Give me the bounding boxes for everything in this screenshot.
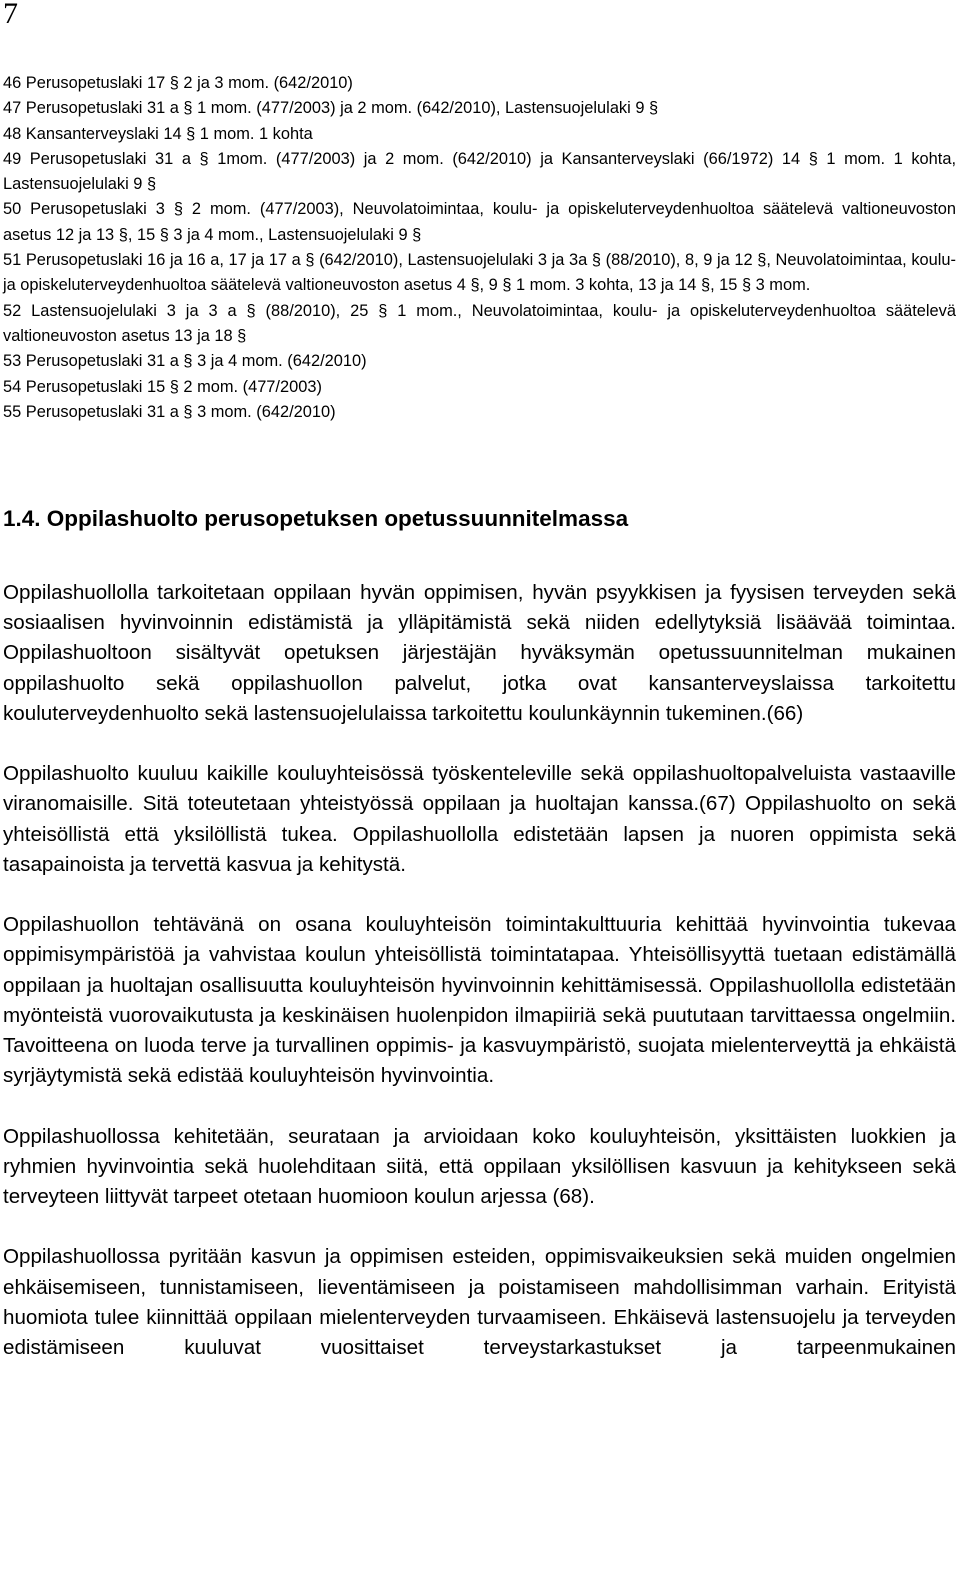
paragraph-definition: Oppilashuollolla tarkoitetaan oppilaan hyvän oppimisen, hyvän psyykkisen ja fyysisen terveyden sekä sosiaalisen hyvinvoinnin edistämistä ja ylläpitämistä sekä niiden edellytyksiä lisäävää toimintaa. Oppilashuoltoon sisältyvät opetuksen järjestäjän hyväksymän opetussuunnitelman mukainen oppilashuolto sekä oppilashuollon palvelut, jotka ovat kansanterveyslaissa tarkoitettu kouluterveydenhuolto sekä lastensuojelulaissa tarkoitettu koulunkäynnin tukeminen.(66) xyxy=(3,581,956,725)
footnote-52: 52 Lastensuojelulaki 3 ja 3 a § (88/2010), 25 § 1 mom., Neuvolatoimintaa, koulu- ja opiskeluterveydenhuoltoa säätelevä valtioneuvoston asetus 13 ja 18 § xyxy=(3,301,956,345)
paragraph-task: Oppilashuollon tehtävänä on osana kouluyhteisön toimintakulttuuria kehittää hyvinvointia tukevaa oppimisympäristöä ja vahvistaa koulun yhteisöllistä toimintatapaa. Yhteisöllisyyttä tuetaan edistämällä oppilaan ja huoltajan osallisuutta kouluyhteisön hyvinvoinnin kehittämisessä. Oppilashuollolla edistetään myönteistä vuorovaikutusta ja keskinäisen huolenpidon ilmapiiriä sekä puututaan tarvittaessa ongelmiin. Tavoitteena on luoda terve ja turvallinen oppimis- ja kasvuympäristö, suojata mielenterveyttä ja ehkäistä syrjäytymistä sekä edistää kouluyhteisön hyvinvointia. xyxy=(3,913,956,1088)
paragraph-responsibility: Oppilashuolto kuuluu kaikille kouluyhteisössä työskenteleville sekä oppilashuoltopalveluista vastaaville viranomaisille. Sitä toteutetaan yhteistyössä oppilaan ja huoltajan kanssa.(67) Oppilashuolto on sekä yhteisöllistä että yksilöllistä tukea. Oppilashuollolla edistetään lapsen ja nuoren oppimista sekä tasapainoista ja tervettä kasvua ja kehitystä. xyxy=(3,762,956,876)
footnote-47: 47 Perusopetuslaki 31 a § 1 mom. (477/2003) ja 2 mom. (642/2010), Lastensuojelulaki 9 § xyxy=(3,99,659,118)
page-number: 7 xyxy=(3,0,18,30)
section-heading: 1.4. Oppilashuolto perusopetuksen opetussuunnitelmassa xyxy=(3,506,629,531)
body-text xyxy=(3,578,956,1393)
footnotes xyxy=(3,71,956,425)
footnote-54: 54 Perusopetuslaki 15 § 2 mom. (477/2003) xyxy=(3,377,322,396)
footnote-50: 50 Perusopetuslaki 3 § 2 mom. (477/2003), Neuvolatoimintaa, koulu- ja opiskeluterveydenhuoltoa säätelevä valtioneuvoston asetus 12 ja 13 §, 15 § 3 ja 4 mom., Lastensuojelulaki 9 § xyxy=(3,200,956,244)
footnote-55: 55 Perusopetuslaki 31 a § 3 mom. (642/2010) xyxy=(3,402,336,421)
footnote-49: 49 Perusopetuslaki 31 a § 1mom. (477/2003) ja 2 mom. (642/2010) ja Kansanterveyslaki (66/1972) 14 § 1 mom. 1 kohta, Lastensuojelulaki 9 § xyxy=(3,149,956,194)
paragraph-prevention: Oppilashuollossa pyritään kasvun ja oppimisen esteiden, oppimisvaikeuksien sekä muiden ongelmien ehkäisemiseen, tunnistamiseen, lieventämiseen ja poistamiseen mahdollisimman varhain. Erityistä huomiota tulee kiinnittää oppilaan mielenterveyden turvaamiseen. Ehkäisevä lastensuojelu ja terveyden edistämiseen kuuluvat vuosittaiset terveystarkastukset ja tarpeenmukainen xyxy=(3,1245,956,1360)
footnote-53: 53 Perusopetuslaki 31 a § 3 ja 4 mom. (642/2010) xyxy=(3,352,367,371)
paragraph-monitoring: Oppilashuollossa kehitetään, seurataan ja arvioidaan koko kouluyhteisön, yksittäisten luokkien ja ryhmien hyvinvointia sekä huolehditaan siitä, että oppilaan yksilöllisen kasvuun ja kehitykseen sekä terveyteen liittyvät tarpeet otetaan huomioon koulun arjessa (68). xyxy=(3,1124,956,1209)
footnote-46: 46 Perusopetuslaki 17 § 2 ja 3 mom. (642/2010) xyxy=(3,74,353,92)
footnote-48: 48 Kansanterveyslaki 14 § 1 mom. 1 kohta xyxy=(3,124,313,143)
footnote-51: 51 Perusopetuslaki 16 ja 16 a, 17 ja 17 a § (642/2010), Lastensuojelulaki 3 ja 3a § (88/2010), 8, 9 ja 12 §, Neuvolatoimintaa, koulu- ja opiskeluterveydenhuoltoa säätelevä valtioneuvoston asetus 4 §, 9 § 1 mom. 3 kohta, 13 ja 14 §, 15 § 3 mom. xyxy=(3,251,956,295)
